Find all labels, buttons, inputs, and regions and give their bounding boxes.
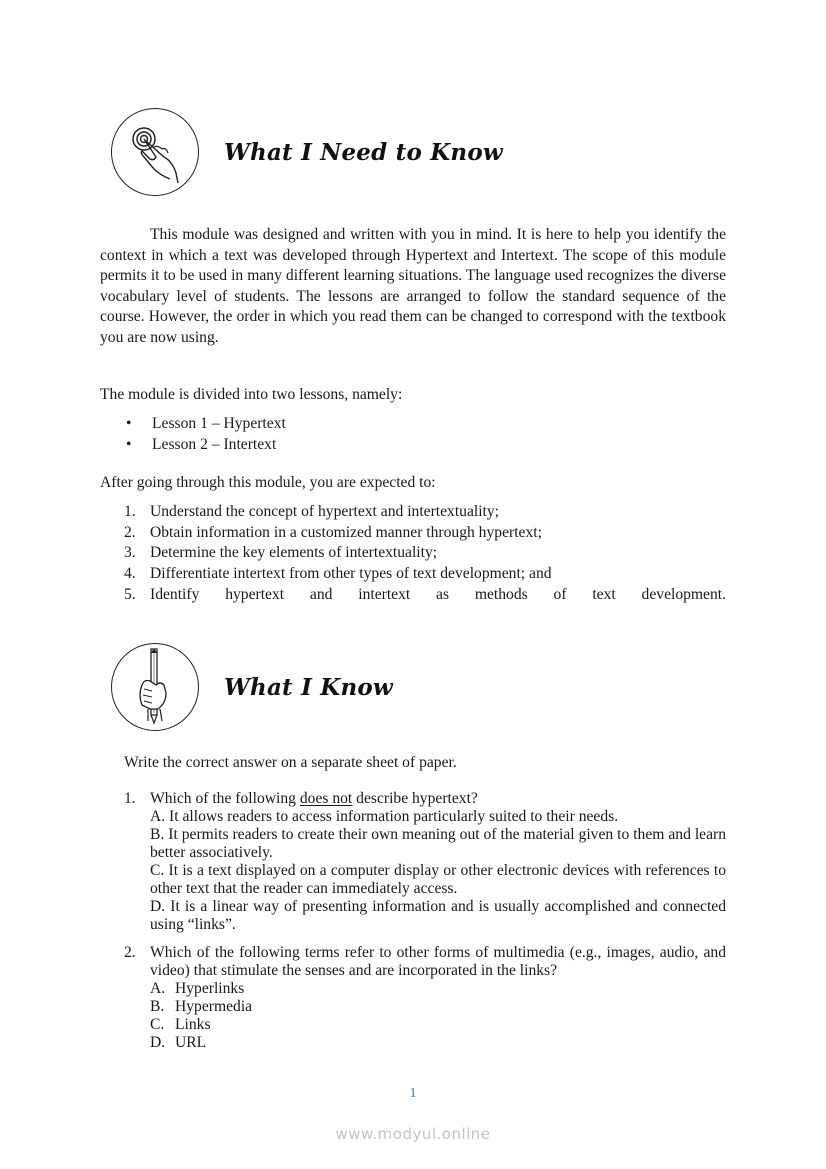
list-number: 3. [124,544,136,562]
instruction-text: Write the correct answer on a separate sheet of paper. [124,754,457,771]
list-item [124,564,726,585]
list-item [124,523,726,544]
intro-paragraph: This module was designed and written with you in mind. It is here to help you identify the context in which a text was developed through Hypertext and Intertext. The scope of this module permits it to be used in many different learning situations. The language used recognizes the diverse vocabulary level of students. The lessons are arranged to follow the standard sequence of the course. However, the order in which you read them can be changed to correspond with the textbook you are now using. [100,226,726,346]
objective-text: Determine the key elements of intertextuality; [150,544,438,562]
objective-text: Differentiate intertext from other types of text development; and [150,565,552,583]
option-c: C. It is a text displayed on a computer display or other electronic devices with references to other text that the reader can immediately access. [150,862,726,897]
section-title: What I Need to Know [224,138,503,166]
list-item [124,435,726,456]
section-title: What I Know [224,673,393,701]
lesson-label: Lesson 1 – Hypertext [152,415,286,432]
list-item [124,502,726,523]
list-number: 5. [124,585,136,603]
option-c [150,1016,726,1034]
list-number: 1. [124,503,136,520]
question-stem [150,790,726,808]
options-list [150,980,726,1052]
objective-text: Obtain information in a customized manner through hypertext; [150,523,542,541]
list-item [124,414,726,435]
section-header-what-i-need-to-know [111,108,503,196]
option-letter: D. [150,1034,166,1051]
option-text: Links [175,1016,211,1033]
objectives-list [124,502,726,605]
question-number: 2. [124,944,136,961]
option-letter: A. [150,980,166,997]
option-text: Hyperlinks [175,980,245,997]
section-header-what-i-know [111,643,393,731]
hand-touch-icon [111,108,199,196]
lessons-intro: The module is divided into two lessons, namely: [100,386,403,403]
stem-text: describe hypertext? [352,790,478,807]
bullet: • [126,435,132,453]
lesson-label: Lesson 2 – Intertext [152,435,277,453]
option-text: URL [175,1034,207,1051]
stem-emphasis: does not [299,790,353,807]
option-letter: C. [150,1016,165,1033]
option-a [150,980,726,998]
question-1 [124,790,726,934]
watermark: www.modyul.online [335,1125,491,1143]
option-d [150,1034,726,1052]
option-letter: B. [150,998,165,1015]
list-number: 4. [124,565,136,583]
question-number: 1. [124,790,136,807]
bullet: • [126,415,132,432]
page-number: 1 [409,1086,417,1101]
objective-text: Identify hypertext and intertext as methods of text development. [150,585,726,603]
list-item [124,543,726,564]
option-a: A. It allows readers to access information particularly suited to their needs. [150,808,619,825]
question-stem: Which of the following terms refer to other forms of multimedia (e.g., images, audio, and video) that stimulate the senses and are incorporated in the links? [150,944,726,979]
hand-pencil-icon [111,643,199,731]
stem-text: Which of the following [150,790,300,807]
list-number: 2. [124,523,136,541]
list-item [124,585,726,606]
option-d: D. It is a linear way of presenting information and is usually accomplished and connected using “links”. [150,898,726,933]
question-2 [124,944,726,1052]
lessons-list [124,414,726,455]
option-b: B. It permits readers to create their own meaning out of the material given to them and learn better associatively. [150,826,726,861]
objectives-intro: After going through this module, you are expected to: [100,474,436,491]
option-text: Hypermedia [175,998,253,1015]
objective-text: Understand the concept of hypertext and intertextuality; [150,503,500,520]
option-b [150,998,726,1016]
